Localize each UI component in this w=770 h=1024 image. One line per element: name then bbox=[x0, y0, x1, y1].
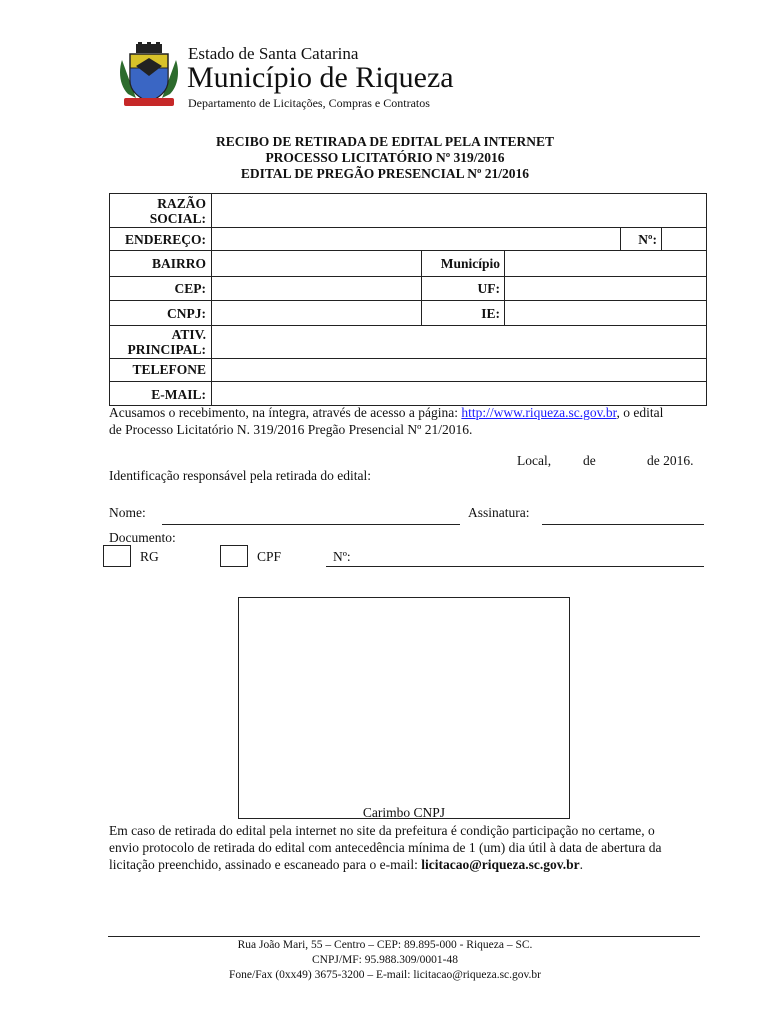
razao-social-label: RAZÃO SOCIAL: bbox=[149, 196, 206, 226]
date-year-label: de 2016. bbox=[647, 453, 694, 468]
ativ-principal-field[interactable] bbox=[212, 326, 706, 358]
title-line-1: RECIBO DE RETIRADA DE EDITAL PELA INTERNET bbox=[215, 134, 555, 149]
date-de-label: de bbox=[583, 453, 596, 468]
assinatura-line[interactable] bbox=[542, 524, 704, 525]
notice-paragraph: Em caso de retirada do edital pela internet no site da prefeitura é condição participação no certame, o envio protocolo de retirada do edital com antecedência mínima de 1 (um) dia útil à data de abertura da licitação preenchido, assinado e escaneado para o e-mail: licitacao@riqueza.sc.gov.br. bbox=[109, 823, 662, 872]
responsible-id-label: Identificação responsável pela retirada do edital: bbox=[109, 468, 371, 483]
cnpj-field[interactable] bbox=[212, 301, 421, 325]
telefone-label: TELEFONE bbox=[132, 362, 206, 377]
doc-number-label: Nº: bbox=[333, 549, 351, 564]
document-titles bbox=[0, 134, 770, 182]
notice-email: licitacao@riqueza.sc.gov.br bbox=[421, 857, 580, 872]
website-link[interactable]: http://www.riqueza.sc.gov.br bbox=[461, 405, 617, 420]
footer-address: Rua João Mari, 55 – Centro – CEP: 89.895-000 - Riqueza – SC. bbox=[237, 939, 533, 951]
municipal-coat-of-arms bbox=[116, 42, 182, 108]
cnpj-stamp-box bbox=[238, 597, 570, 819]
cpf-checkbox[interactable] bbox=[220, 545, 248, 567]
rg-checkbox[interactable] bbox=[103, 545, 131, 567]
uf-field[interactable] bbox=[505, 277, 706, 300]
nome-line[interactable] bbox=[162, 524, 460, 525]
uf-label: UF: bbox=[477, 281, 500, 296]
doc-number-line[interactable] bbox=[326, 566, 704, 567]
cep-field[interactable] bbox=[212, 277, 421, 300]
endereco-field[interactable] bbox=[212, 228, 620, 250]
ie-label: IE: bbox=[481, 306, 500, 321]
bairro-label: BAIRRO bbox=[151, 256, 206, 271]
bairro-field[interactable] bbox=[212, 251, 421, 276]
company-info-form bbox=[109, 193, 707, 406]
assinatura-label: Assinatura: bbox=[468, 505, 530, 520]
state-name: Estado de Santa Catarina bbox=[188, 44, 359, 63]
title-line-3: EDITAL DE PREGÃO PRESENCIAL Nº 21/2016 bbox=[240, 166, 530, 181]
local-label: Local, bbox=[517, 453, 552, 468]
department-name: Departamento de Licitações, Compras e Contratos bbox=[188, 96, 430, 110]
numero-label: Nº: bbox=[638, 232, 657, 247]
endereco-label: ENDEREÇO: bbox=[124, 232, 206, 247]
title-line-2: PROCESSO LICITATÓRIO Nº 319/2016 bbox=[265, 150, 505, 165]
nome-label: Nome: bbox=[109, 505, 146, 520]
municipio-label: Município bbox=[440, 256, 500, 271]
stamp-label: Carimbo CNPJ bbox=[362, 805, 446, 820]
acknowledgement-paragraph: Acusamos o recebimento, na íntegra, através de acesso a página: http://www.riqueza.sc.gov.br, o edital de Processo Licitatório N. 319/2016 Pregão Presencial Nº 21/2016. bbox=[109, 405, 664, 437]
municipio-field[interactable] bbox=[505, 251, 706, 276]
numero-field[interactable] bbox=[662, 228, 706, 250]
razao-social-field[interactable] bbox=[212, 194, 706, 227]
cnpj-label: CNPJ: bbox=[167, 306, 206, 321]
ie-field[interactable] bbox=[505, 301, 706, 325]
cep-label: CEP: bbox=[174, 281, 206, 296]
email-label: E-MAIL: bbox=[151, 387, 206, 402]
municipality-name: Município de Riqueza bbox=[187, 61, 454, 94]
footer bbox=[0, 938, 770, 983]
footer-divider bbox=[108, 936, 700, 937]
email-field[interactable] bbox=[212, 382, 706, 405]
rg-label: RG bbox=[140, 549, 159, 564]
ativ-principal-label: ATIV. PRINCIPAL: bbox=[127, 327, 206, 357]
documento-label: Documento: bbox=[109, 530, 176, 545]
footer-contact: Fone/Fax (0xx49) 3675-3200 – E-mail: licitacao@riqueza.sc.gov.br bbox=[229, 969, 541, 981]
footer-cnpj: CNPJ/MF: 95.988.309/0001-48 bbox=[311, 954, 458, 966]
cpf-label: CPF bbox=[257, 549, 282, 564]
telefone-field[interactable] bbox=[212, 359, 706, 381]
